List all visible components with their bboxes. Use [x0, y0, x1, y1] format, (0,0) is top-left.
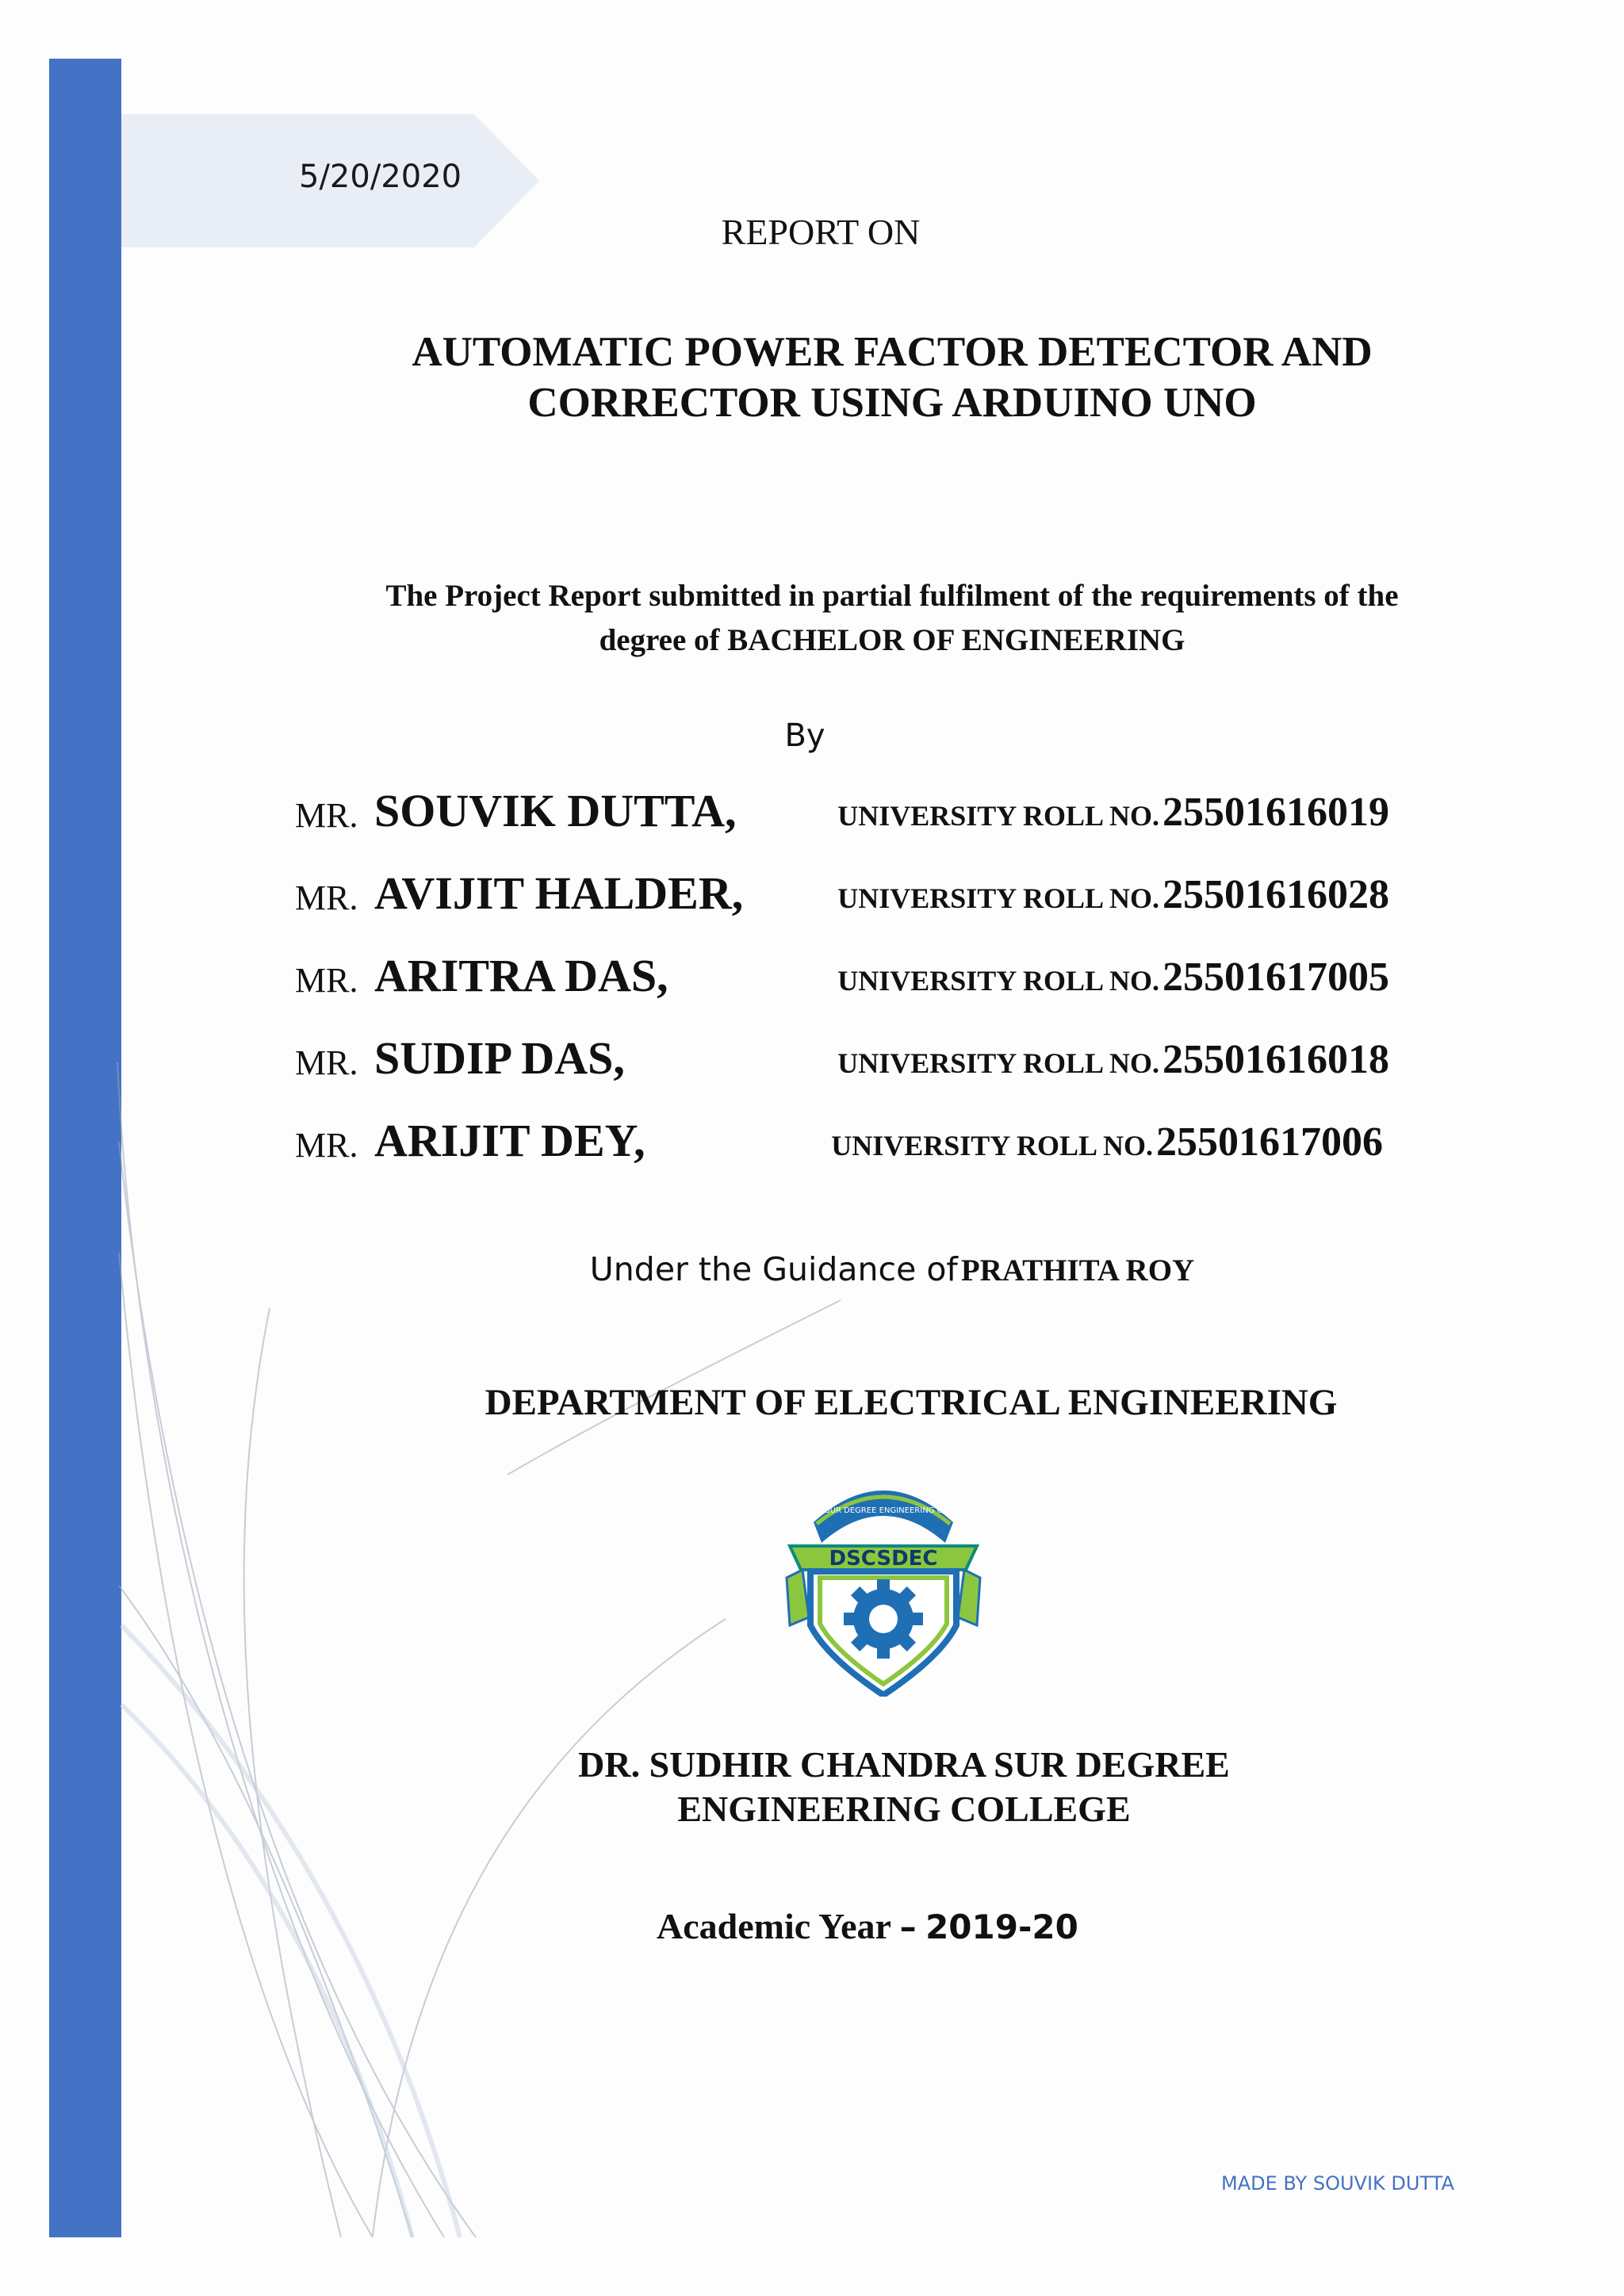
submission-statement: [278, 574, 1507, 663]
academic-year-dash: –: [899, 1908, 917, 1946]
academic-year-value: 2019-20: [925, 1908, 1078, 1946]
roll-number: 25501616028: [1162, 872, 1389, 917]
roll-number: 25501616018: [1162, 1037, 1389, 1082]
student-name: AVIJIT HALDER,: [374, 867, 744, 919]
student-row: [295, 1113, 1421, 1177]
college-line-2: ENGINEERING COLLEGE: [677, 1789, 1131, 1829]
date-label: 5/20/2020: [299, 159, 462, 195]
academic-year: [657, 1905, 1078, 1947]
student-prefix: MR.: [295, 1126, 358, 1165]
roll-label: UNIVERSITY ROLL NO.: [837, 882, 1159, 914]
student-prefix: MR.: [295, 796, 358, 835]
student-roll: [837, 871, 1389, 918]
college-name: [508, 1743, 1300, 1831]
student-name: ARIJIT DEY,: [374, 1115, 645, 1166]
submission-line-2: degree of BACHELOR OF ENGINEERING: [599, 623, 1185, 657]
student-row: [295, 866, 1421, 929]
department-name: DEPARTMENT OF ELECTRICAL ENGINEERING: [485, 1382, 1338, 1423]
student-prefix: MR.: [295, 878, 358, 917]
college-line-1: DR. SUDHIR CHANDRA SUR DEGREE: [578, 1744, 1230, 1785]
roll-number: 25501616019: [1162, 790, 1389, 835]
roll-label: UNIVERSITY ROLL NO.: [831, 1130, 1153, 1161]
student-row: [295, 1031, 1421, 1094]
guide-name: PRATHITA ROY: [960, 1253, 1195, 1288]
academic-year-label: Academic Year: [657, 1906, 891, 1946]
student-roll: [837, 954, 1389, 1001]
roll-label: UNIVERSITY ROLL NO.: [837, 1047, 1159, 1079]
student-roll: [837, 789, 1389, 836]
roll-number: 25501617006: [1156, 1119, 1383, 1165]
student-roll: [831, 1119, 1383, 1165]
logo-text: DSCSDEC: [829, 1547, 938, 1571]
student-prefix: MR.: [295, 961, 358, 1000]
guidance-line: [0, 1250, 1624, 1288]
college-logo-icon: [782, 1467, 985, 1697]
footer-credit: MADE BY SOUVIK DUTTA: [1221, 2172, 1454, 2195]
roll-label: UNIVERSITY ROLL NO.: [837, 965, 1159, 997]
student-name: SUDIP DAS,: [374, 1032, 625, 1084]
title-line-1: AUTOMATIC POWER FACTOR DETECTOR AND: [412, 329, 1373, 375]
logo-ribbon-text: DR. S.C SUR DEGREE ENGINEERING COLLEGE: [793, 1506, 974, 1515]
student-row: [295, 783, 1421, 847]
report-on-heading: REPORT ON: [721, 212, 921, 252]
student-roll: [837, 1036, 1389, 1083]
student-name: SOUVIK DUTTA,: [374, 785, 737, 836]
title-line-2: CORRECTOR USING ARDUINO UNO: [527, 380, 1257, 426]
report-title: [317, 327, 1467, 428]
roll-label: UNIVERSITY ROLL NO.: [837, 800, 1159, 832]
student-name: ARITRA DAS,: [374, 950, 668, 1001]
roll-number: 25501617005: [1162, 955, 1389, 1000]
guidance-label: Under the Guidance of: [589, 1250, 958, 1288]
submission-line-1: The Project Report submitted in partial fulfilment of the requirements of the: [385, 579, 1399, 613]
student-prefix: MR.: [295, 1043, 358, 1082]
student-row: [295, 948, 1421, 1012]
by-label: By: [784, 718, 825, 754]
